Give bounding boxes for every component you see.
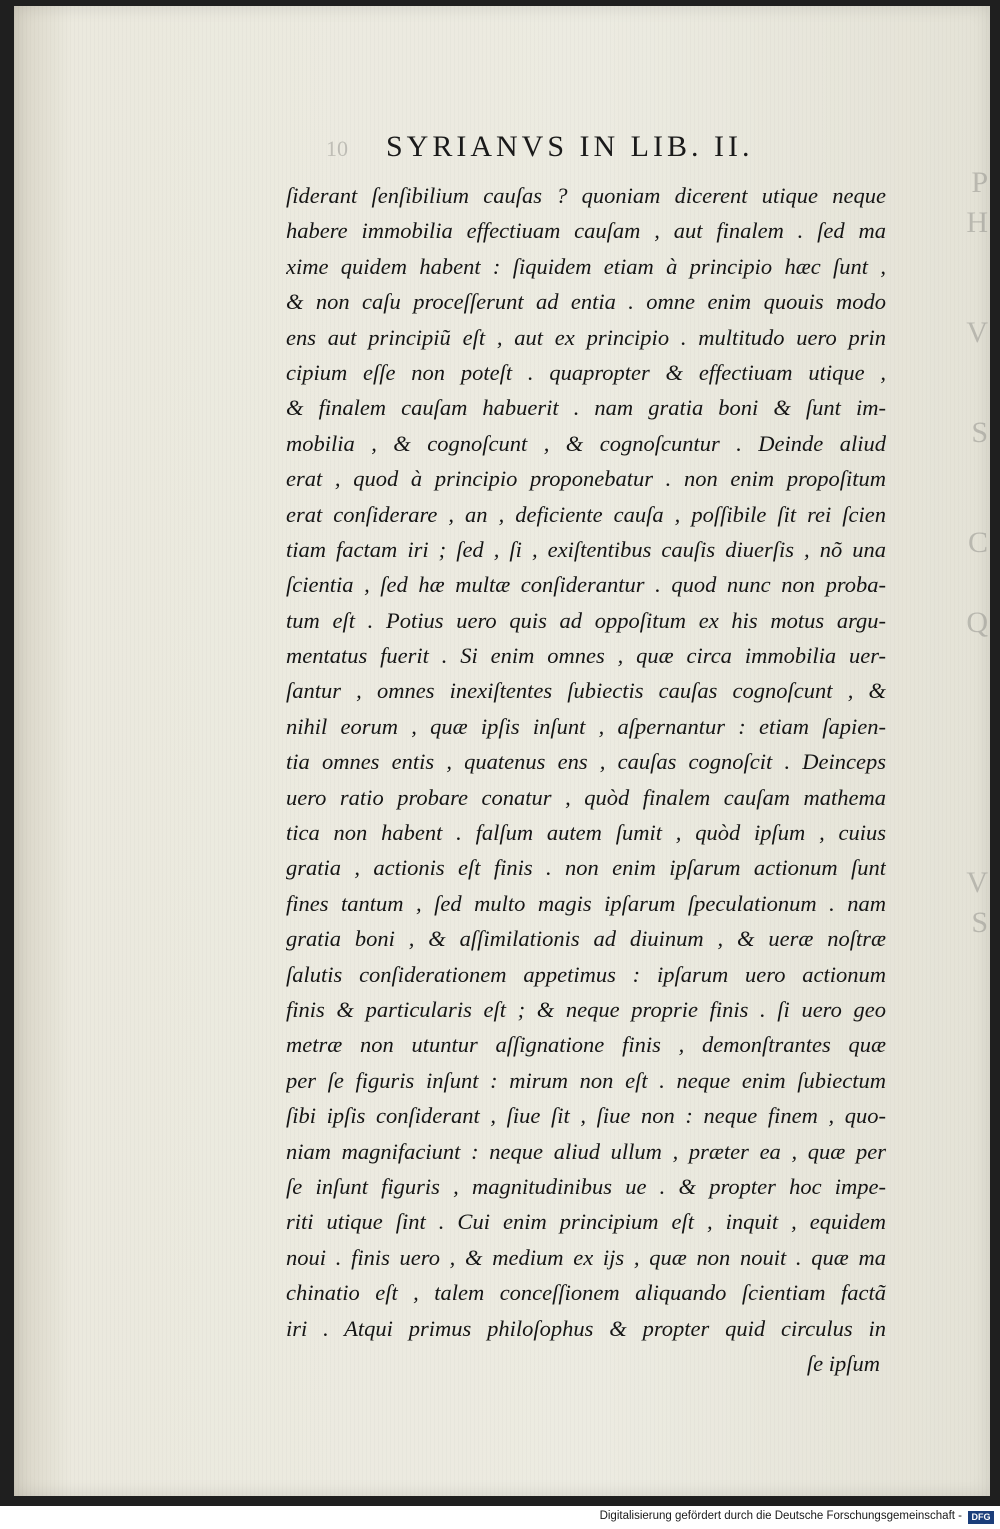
text-line: metræ non utuntur aſſignatione finis , demonſtrantes quæ xyxy=(286,1032,886,1058)
text-line: tum eſt . Potius uero quis ad oppoſitum ex his motus argu- xyxy=(286,607,886,633)
text-line: chinatio eſt , talem conceſſionem aliquando ſcientiam factã xyxy=(286,1280,886,1306)
text-line: riti utique ſint . Cui enim principium eſt , inquit , equidem xyxy=(286,1209,886,1235)
text-line: ſibi ipſis conſiderant , ſiue ſit , ſiue non : neque finem , quo- xyxy=(286,1103,886,1129)
text-line: fines tantum , ſed multo magis ipſarum ſpeculationum . nam xyxy=(286,890,886,916)
text-line: nihil eorum , quæ ipſis inſunt , aſpernantur : etiam ſapien- xyxy=(286,713,886,739)
text-line: ſe inſunt figuris , magnitudinibus ue . & propter hoc impe- xyxy=(286,1173,886,1199)
text-line: tica non habent . falſum autem ſumit , quòd ipſum , cuius xyxy=(286,820,886,846)
text-line: & finalem cauſam habuerit . nam gratia boni & ſunt im- xyxy=(286,395,886,421)
text-line: gratia , actionis eſt finis . non enim ipſarum actionum ſunt xyxy=(286,855,886,881)
text-line: erat conſiderare , an , deficiente cauſa , poſſibile ſit rei ſcien xyxy=(286,501,886,527)
text-line: ſcientia , ſed hæ multæ conſiderantur . quod nunc non proba- xyxy=(286,572,886,598)
running-head: SYRIANVS IN LIB. II. xyxy=(386,130,754,163)
book-page xyxy=(14,6,990,1496)
text-line: ens aut principiũ eſt , aut ex principio . multitudo uero prin xyxy=(286,324,886,350)
text-line: iri . Atqui primus philoſophus & propter quid circulus in xyxy=(286,1315,886,1341)
text-line: per ſe figuris inſunt : mirum non eſt . neque enim ſubiectum xyxy=(286,1067,886,1093)
catchword: ſe ipſum xyxy=(806,1350,880,1376)
text-line: ſantur , omnes inexiſtentes ſubiectis cauſas cognoſcunt , & xyxy=(286,678,886,704)
text-line: ſiderant ſenſibilium cauſas ? quoniam dicerent utique neque xyxy=(286,183,886,208)
text-line: ſalutis conſiderationem appetimus : ipſarum uero actionum xyxy=(286,961,886,987)
text-line: erat , quod à principio proponebatur . non enim propoſitum xyxy=(286,466,886,492)
digitization-footer xyxy=(0,1506,1000,1529)
text-line: habere immobilia effectiuam cauſam , aut finalem . ſed ma xyxy=(286,218,886,244)
text-line: tiam factam iri ; ſed , ſi , exiſtentibus cauſis diuerſis , nõ una xyxy=(286,536,886,562)
text-line: mobilia , & cognoſcunt , & cognoſcuntur . Deinde aliud xyxy=(286,430,886,456)
text-line: gratia boni , & aſſimilationis ad diuinum , & ueræ noſtræ xyxy=(286,926,886,952)
dfg-logo-icon: DFG xyxy=(968,1511,994,1524)
text-line: mentatus fuerit . Si enim omnes , quæ circa immobilia uer- xyxy=(286,643,886,669)
funding-credit: Digitalisierung gefördert durch die Deutsche Forschungsgemeinschaft - xyxy=(599,1510,962,1522)
text-line: noui . finis uero , & medium ex ijs , quæ non nouit . quæ ma xyxy=(286,1244,886,1270)
text-line: uero ratio probare conatur , quòd finalem cauſam mathema xyxy=(286,784,886,810)
bleed-through-letters: P H V S C Q V S xyxy=(966,166,988,939)
text-line: & non caſu proceſſerunt ad entia . omne enim quouis modo xyxy=(286,289,886,315)
text-line: xime quidem habent : ſiquidem etiam à principio hæc ſunt , xyxy=(286,253,886,279)
text-block xyxy=(286,178,886,1381)
text-line: niam magnifaciunt : neque aliud ullum , præter ea , quæ per xyxy=(286,1138,886,1164)
text-line: finis & particularis eſt ; & neque proprie finis . ſi uero geo xyxy=(286,996,886,1022)
bleed-through-mark: 10 xyxy=(326,136,348,161)
text-line: cipium eſſe non poteſt . quapropter & effectiuam utique , xyxy=(286,359,886,385)
text-line: tia omnes entis , quatenus ens , cauſas cognoſcit . Deinceps xyxy=(286,749,886,775)
